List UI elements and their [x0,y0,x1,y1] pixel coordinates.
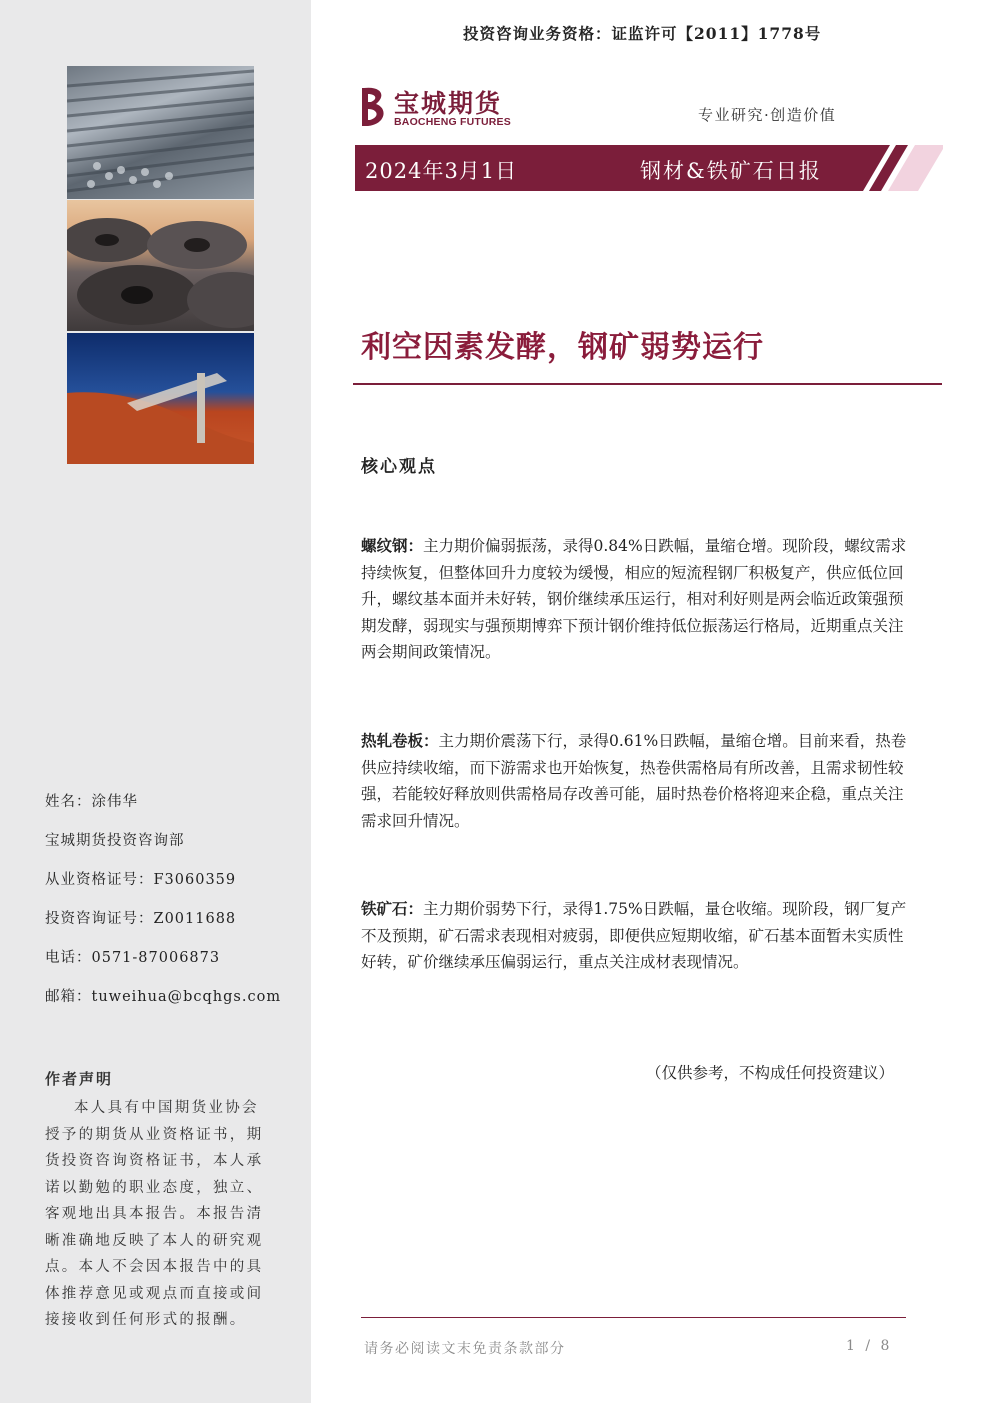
headline-divider [353,383,942,385]
rebar-text: 主力期价偏弱振荡，录得0.84%日跌幅，量缩仓增。现阶段，螺纹需求持续恢复，但整体回升力度较为缓慢，相应的短流程钢厂积极复产，供应低位回升，螺纹基本面并未好转，钢价继续承压运行，相对利好则是两会临近政策强预期发酵，弱现实与强预期博弈下预计钢价维持低位振荡运行格局，近期重点关注两会期间政策情况。 [361,537,907,662]
rebar-paragraph [361,533,913,666]
author-statement-title: 作者声明 [45,1070,114,1088]
iron-ore-text: 主力期价弱势下行，录得1.75%日跌幅，量仓收缩。现阶段，钢厂复产不及预期，矿石需求表现相对疲弱，即便供应短期收缩，矿石基本面暂未实质性好转，矿价继续承压偏弱运行，重点关注成材表现情况。 [361,900,907,972]
rebar-photo [67,66,254,199]
logo-mark-icon [356,84,390,130]
hot-rolled-coil-text: 主力期价震荡下行，录得0.61%日跌幅，量缩仓增。目前来看，热卷供应持续收缩，而下游需求也开始恢复，热卷供需格局有所改善，且需求韧性较强，若能较好释放则供需格局存改善可能，届时热卷价格将迎来企稳，重点关注需求回升情况。 [361,732,907,830]
department: 宝城期货投资咨询部 [45,833,185,849]
report-headline: 利空因素发酵，钢矿弱势运行 [361,330,764,365]
footer-note: 请务必阅读文末免责条款部分 [364,1341,566,1357]
logo-chinese-name: 宝城期货 [394,89,503,118]
email-link[interactable]: 邮箱：tuweihua@bcqhgs.com [45,989,282,1005]
qualification-number: 从业资格证号：F3060359 [45,872,237,888]
report-date: 2024年3月1日 [365,159,518,183]
iron-ore-paragraph [361,896,913,976]
company-logo [356,84,526,134]
license-line: 投资咨询业务资格：证监许可【2011】1778号 [463,24,822,43]
logo-english-name: BAOCHENG FUTURES [394,116,511,128]
iron-ore-photo [67,333,254,464]
author-statement-text: 本人具有中国期货业协会授予的期货从业资格证书，期货投资咨询资格证书，本人承诺以勤勉的职业态度，独立、客观地出具本报告。本报告清晰准确地反映了本人的研究观点。本人不会因本报告中的具体推荐意见或观点而直接或间接接收到任何形式的报酬。 [45,1100,264,1328]
iron-ore-label: 铁矿石： [361,899,424,918]
advice-disclaimer: （仅供参考，不构成任何投资建议） [646,1064,895,1082]
sidebar [0,0,311,1403]
rebar-label: 螺纹钢： [361,536,424,555]
slogan: 专业研究·创造价值 [698,106,837,124]
footer-divider [361,1317,906,1318]
core-view-title: 核心观点 [361,457,437,477]
report-banner [355,145,943,191]
hot-rolled-coil-paragraph [361,728,913,834]
author-name: 姓名：涂伟华 [45,794,138,810]
hot-rolled-coil-label: 热轧卷板： [361,731,439,750]
phone: 电话：0571-87006873 [45,950,221,966]
consulting-number: 投资咨询证号：Z0011688 [45,911,237,927]
page-number: 1 / 8 [846,1338,893,1354]
steel-coil-photo [67,200,254,331]
report-type: 钢材&铁矿石日报 [640,159,822,183]
